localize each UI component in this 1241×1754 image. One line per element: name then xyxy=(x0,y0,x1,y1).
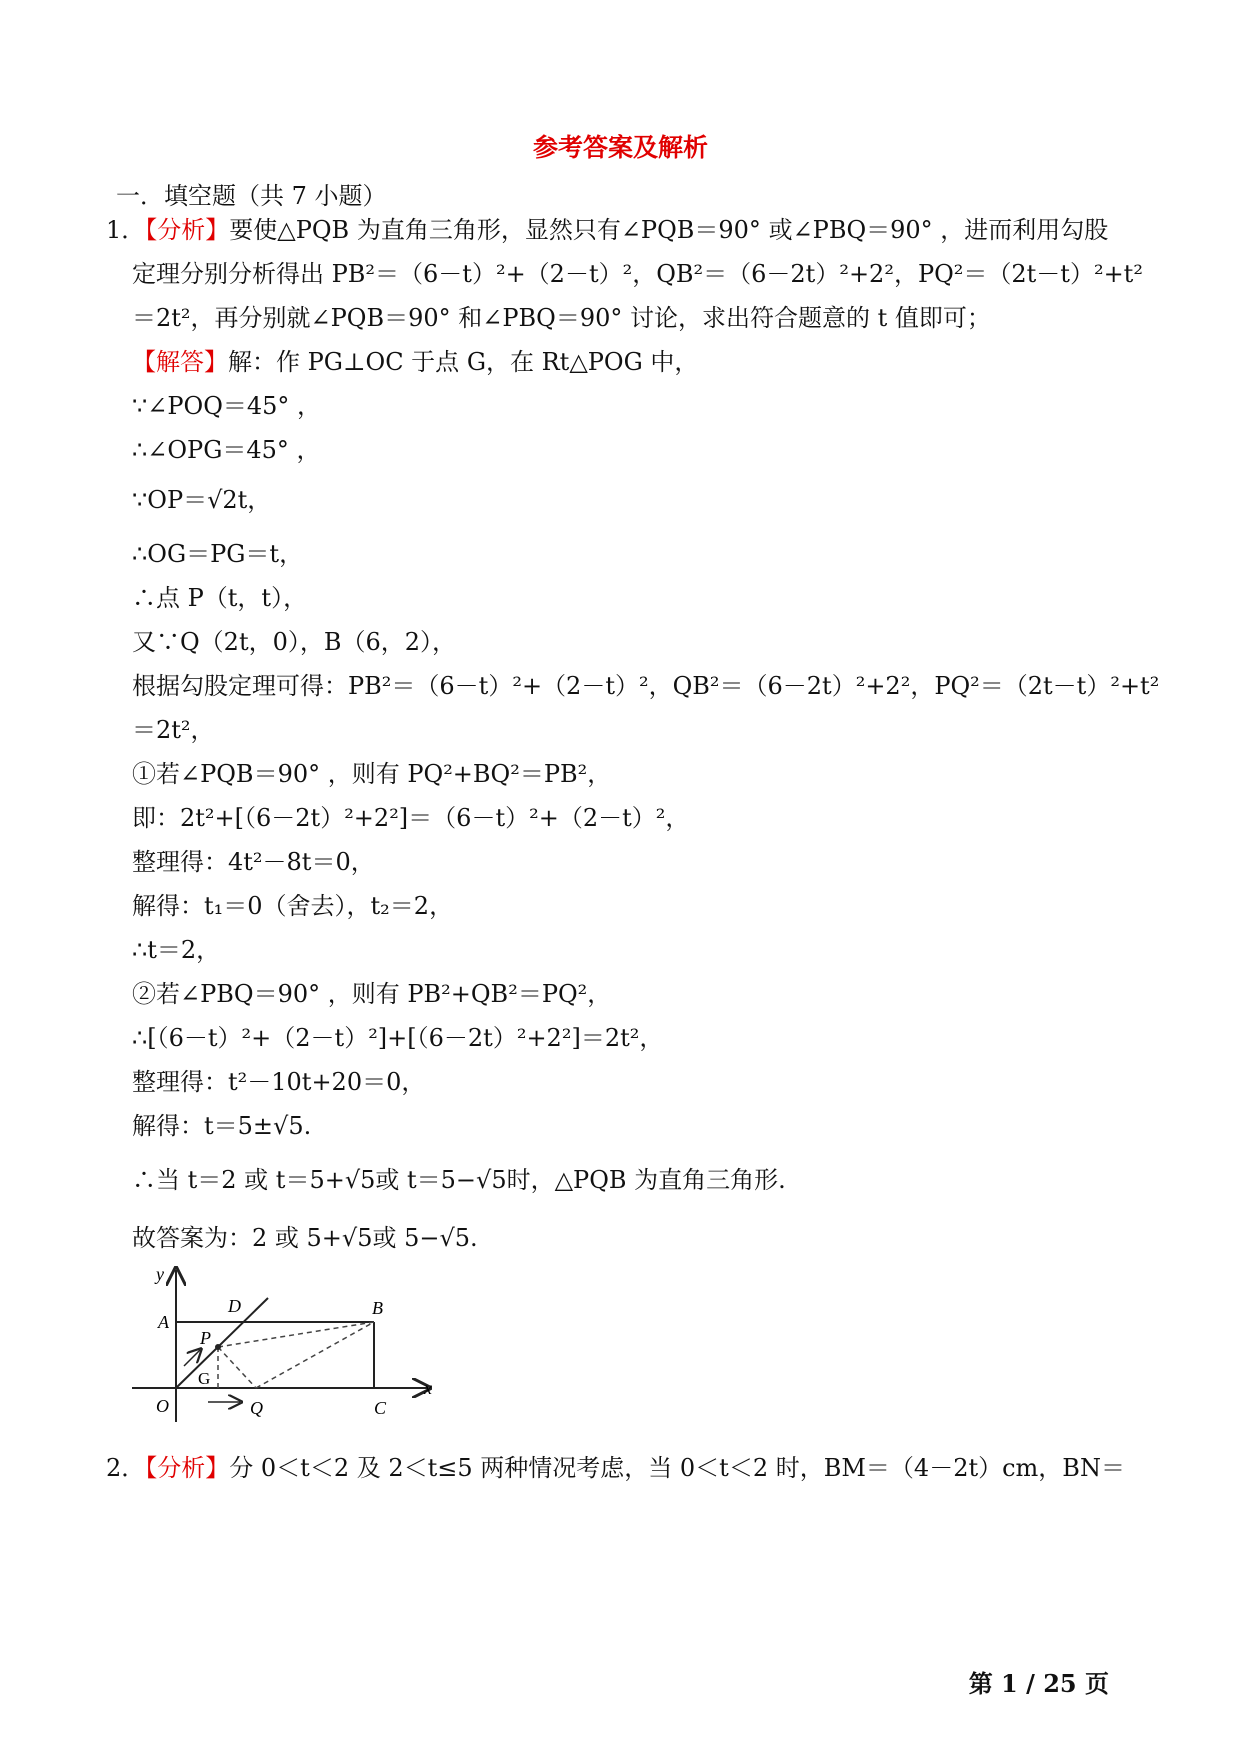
q1-line-3: ＝2t²，再分别就∠PQB＝90° 和∠PBQ＝90° 讨论，求出符合题意的 t 值即可； xyxy=(132,304,991,332)
label-Q: Q xyxy=(250,1398,263,1418)
q2-line-1 xyxy=(106,1448,1125,1483)
label-y: y xyxy=(156,1264,164,1284)
line-OD xyxy=(176,1298,268,1388)
label-x: x xyxy=(424,1378,432,1398)
q1-line-22: ∴当 t＝2 或 t＝5+√5或 t＝5−√5时，△PQB 为直角三角形. xyxy=(132,1166,786,1194)
label-A: A xyxy=(158,1312,169,1332)
q1-line-16: 解得：t₁＝0（舍去），t₂＝2， xyxy=(132,892,454,920)
q1-line-12: ＝2t²， xyxy=(132,716,215,744)
segment-QB xyxy=(256,1322,374,1388)
analysis-tag: 【分析】 xyxy=(145,216,230,244)
section-heading: 一．填空题（共 7 小题） xyxy=(116,182,387,210)
label-P: P xyxy=(200,1328,211,1348)
q1-line-8: ∴OG＝PG＝t， xyxy=(132,540,304,568)
line-text: 要使△PQB 为直角三角形，显然只有∠PQB＝90° 或∠PBQ＝90° ，进而利用勾股 xyxy=(229,216,1109,244)
q1-line-6: ∴∠OPG＝45° ， xyxy=(132,436,321,464)
q1-line-2: 定理分别分析得出 PB²＝（6－t）²+（2－t）²，QB²＝（6－2t）²+2²，PQ²＝（2t－t）²+t² xyxy=(132,260,1143,288)
label-C: C xyxy=(374,1398,387,1418)
q1-line-5: ∵∠POQ＝45° ， xyxy=(132,392,322,420)
q1-line-1 xyxy=(106,210,1108,245)
point-P xyxy=(215,1344,221,1350)
q1-line-7: ∵OP＝√2t， xyxy=(132,486,272,514)
q1-line-18: ②若∠PBQ＝90° ，则有 PB²+QB²＝PQ²， xyxy=(132,980,612,1008)
solution-tag: 【解答】 xyxy=(132,348,228,376)
segment-PQ xyxy=(218,1347,256,1388)
q1-line-21: 解得：t＝5±√5. xyxy=(132,1112,312,1140)
q1-line-20: 整理得：t²－10t+20＝0， xyxy=(132,1068,426,1096)
geometry-figure xyxy=(128,1262,473,1437)
question-number: 2． xyxy=(106,1454,146,1482)
q1-line-13: ①若∠PQB＝90° ，则有 PQ²+BQ²＝PB²， xyxy=(132,760,612,788)
q1-line-4 xyxy=(132,342,698,377)
label-D: D xyxy=(228,1296,241,1316)
label-O: O xyxy=(156,1396,169,1416)
q1-line-17: ∴t＝2， xyxy=(132,936,221,964)
page-number: 第 1 / 25 页 xyxy=(968,1669,1109,1698)
q1-line-11: 根据勾股定理可得：PB²＝（6－t）²+（2－t）²，QB²＝（6－2t）²+2²，PQ²＝（2t－t）²+t² xyxy=(132,672,1160,700)
line-text: 解：作 PG⊥OC 于点 G，在 Rt△POG 中， xyxy=(228,348,699,376)
q1-line-9: ∴点 P（t，t）， xyxy=(132,584,308,612)
line-text: 分 0＜t＜2 及 2＜t≤5 两种情况考虑，当 0＜t＜2 时，BM＝（4－2t）cm，BN＝ xyxy=(229,1454,1125,1482)
label-G: G xyxy=(198,1369,211,1388)
q1-line-10: 又∵Q（2t，0），B（6，2）， xyxy=(132,628,457,656)
question-number: 1． xyxy=(106,216,146,244)
motion-arrow-P xyxy=(184,1350,200,1366)
analysis-tag: 【分析】 xyxy=(145,1454,230,1482)
page-title: 参考答案及解析 xyxy=(532,133,708,162)
q1-line-19: ∴[（6－t）²+（2－t）²]+[（6－2t）²+2²]＝2t²， xyxy=(132,1024,664,1052)
q1-line-15: 整理得：4t²－8t＝0， xyxy=(132,848,375,876)
label-B: B xyxy=(372,1298,383,1318)
q1-line-14: 即：2t²+[（6－2t）²+2²]＝（6－t）²+（2－t）²， xyxy=(132,804,690,832)
q1-line-23: 故答案为：2 或 5+√5或 5−√5. xyxy=(132,1224,478,1252)
